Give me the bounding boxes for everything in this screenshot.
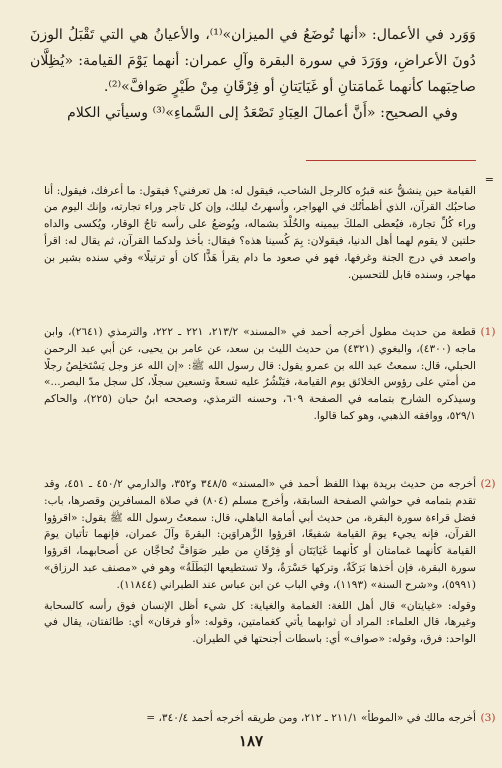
continuation-marker: = <box>484 173 494 186</box>
main-paragraph-2: وفي الصحيح: «أَنَّ أعمالَ العِبَادِ تَصْعَدُ إلى السَّماءِ»⁽³⁾ وسيأتي الكلام <box>67 105 458 121</box>
page-number: ١٨٧ <box>238 732 264 750</box>
footnote-text-continued: وقوله: «غيايتان» قال أهل اللغة: الغمامة والغياية: كل شيء أظل الإنسان فوق رأسه كالسحابة وغيرها، قال العلماء: المراد أن ثوابهما يأتي كغمامتين، وقوله: «أو فرقان» أي: طائفتان، يقال في الواحد: فرق، وقوله: «صواف» أي: باسطات أجنحتها في الطيران. <box>44 599 476 646</box>
footnote-number: (1) <box>480 326 496 338</box>
footnote-continuation-text: القيامة حين ينشقُّ عنه قبرُه كالرجل الشاحب، فيقول له: هل تعرفني؟ فيقول: ما أعرفك، فيقول: أنا صاحبُك القرآن، الذي أظمأتُك في الهواجر، وأسهرتُ ليلك، وإن كل تاجر وراء تجارته، وإنك اليوم من وراء كُلِّ تجارة، فيُعطى الملكَ بيمينه والخُلْدَ بشماله، ويُوضعُ على رأسه تاجُ الوقار، ويُكسى والداه حلتين لا يقوم لهما أهل الدنيا، فيقولان: بِمَ كُسينا هذه؟ فيقال: بأخذ ولدكما القرآن، ثم يقال له: اقرأ واصعد في درج الجنة وغرفها، فهو في صعود ما دام يقرأ هَذًّا كان أو ترتيلًا» وفي سنده بشير بن مهاجر، وسنده قابل للتحسين. <box>44 184 476 281</box>
footnote-number: (2) <box>480 478 496 490</box>
footnote-number: (3) <box>480 712 496 724</box>
main-text <box>30 22 476 126</box>
footnote-2 <box>44 476 496 648</box>
footnote-text: أخرجه مالك في «الموطأ» ٢١١/١ ـ ٢١٢، ومن طريقه أخرجه أحمد ٣٤٠/٤، = <box>146 712 476 724</box>
footnote-text: قطعة من حديث مطول أخرجه أحمد في «المسند» ٢١٣/٢، ٢٢١ ـ ٢٢٢، والترمذي (٢٦٤١)، وابن ماجه (٤٣٠٠)، والبغوي (٤٣٢١) من حديث الليث بن سعد، عن عامر بن يحيى، عن أبي عبد الرحمن الحبلي، قال: سمعتُ عبد الله بن عمرو يقول: قال رسول الله ﷺ: «إن الله عز وجل يَسْتَخلِصُ رجلًا من أمتي على رؤوس الخلائق يوم القيامة، فيَنْشُرُ عليه تسعةً وتسعين سجلًا، كل سجل مدّ البصر...» وسيذكره الشارح بتمامه في الصفحة ٦٠٩، وحسنه الترمذي، وصححه ابنُ حبان (٢٢٥)، والحاكم ٥٢٩/١، ووافقه الذهبي، وهو كما قالوا. <box>44 326 476 422</box>
main-paragraph-1: وَوَرد في الأعمال: «أنها تُوضَعُ في الميزان»⁽¹⁾، والأعيانُ هي التي تَقْبَلُ الوزنَ دُونَ الأعراضِ، ووَرَدَ في سورة البقرة وآلِ عمران: أنهما يَوْمَ القيامة: «يُظِلَّان صاحِبَهما كأنهما غَمامَتانِ أو غَيَايَتانِ أو فِرْقَانِ مِنْ طَيْرٍ صَوافَّ»⁽²⁾. <box>30 27 476 95</box>
footnote-continuation <box>44 172 494 294</box>
footnote-3 <box>44 710 496 727</box>
footnote-text: أخرجه من حديث بريدة بهذا اللفظ أحمد في «المسند» ٣٤٨/٥ و٣٥٢، والدارمي ٤٥٠/٢ ـ ٤٥١، وقد تقدم بتمامه في حواشي الصفحة السابقة، وأخرج مسلم (٨٠٤) في صلاة المسافرين وقصرها، باب: فضل قراءة سورة البقرة، من حديث أبي أمامة الباهلي، قال: سمعتُ رسول الله ﷺ يقول: «اقرؤوا القرآن، فإنه يجيء يومَ القيامة شفيعًا، اقرؤوا الزَّهراوَين: البقرةَ وآلَ عمران، فإنهما تأتيان يومَ القيامة كأنهما غمامتان أو كأنهما غَيَايَتَان أو فِرْقَانِ من طير صَوَافَّ تُحاجَّان عن أصحابهما، اقرؤوا سورة البقرة، فإن أخذها بَرَكَةٌ، وتركها حَسْرَةٌ، ولا تستطيعها البَطَلَةُ» وهو في «مصنف عبد الرزاق» (٥٩٩١)، و«شرح السنة» (١١٩٣)، وفي الباب عن ابن عباس عند الطبراني (١١٨٤٤). <box>44 478 477 591</box>
footnote-1 <box>44 324 496 425</box>
footnote-separator <box>306 160 476 161</box>
